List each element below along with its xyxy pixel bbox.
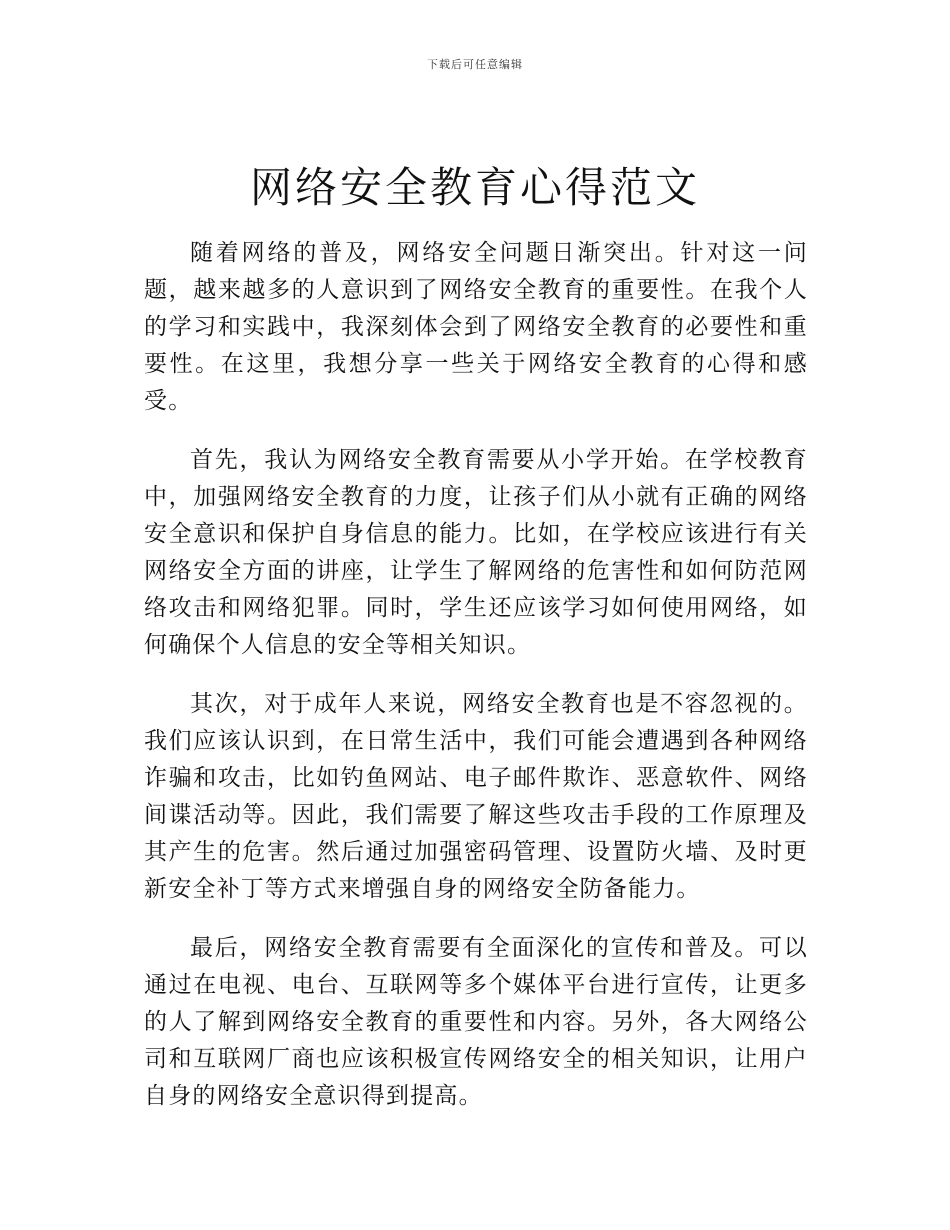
document-title: 网络安全教育心得范文 [249, 163, 700, 212]
page-header-note: 下载后可任意编辑 [427, 58, 523, 71]
paragraph-4: 最后，网络安全教育需要有全面深化的宣传和普及。可以通过在电视、电台、互联网等多个媒体平台进行宣传，让更多的人了解到网络安全教育的重要性和内容。另外，各大网络公司和互联网厂商也应该积极宣传网络安全的相关知识，让用户自身的网络安全意识得到提高。 [144, 935, 808, 1109]
paragraph-2: 首先，我认为网络安全教育需要从小学开始。在学校教育中，加强网络安全教育的力度，让孩子们从小就有正确的网络安全意识和保护自身信息的能力。比如，在学校应该进行有关网络安全方面的讲座，让学生了解网络的危害性和如何防范网络攻击和网络犯罪。同时，学生还应该学习如何使用网络，如何确保个人信息的安全等相关知识。 [144, 447, 808, 658]
paragraph-3: 其次，对于成年人来说，网络安全教育也是不容忽视的。我们应该认识到，在日常生活中，我们可能会遭遇到各种网络诈骗和攻击，比如钓鱼网站、电子邮件欺诈、恶意软件、网络间谍活动等。因此，我们需要了解这些攻击手段的工作原理及其产生的危害。然后通过加强密码管理、设置防火墙、及时更新安全补丁等方式来增强自身的网络安全防备能力。 [144, 691, 808, 902]
document-body [144, 235, 808, 1137]
paragraph-1: 随着网络的普及，网络安全问题日渐突出。针对这一问题，越来越多的人意识到了网络安全教育的重要性。在我个人的学习和实践中，我深刻体会到了网络安全教育的必要性和重要性。在这里，我想分享一些关于网络安全教育的心得和感受。 [144, 240, 808, 414]
